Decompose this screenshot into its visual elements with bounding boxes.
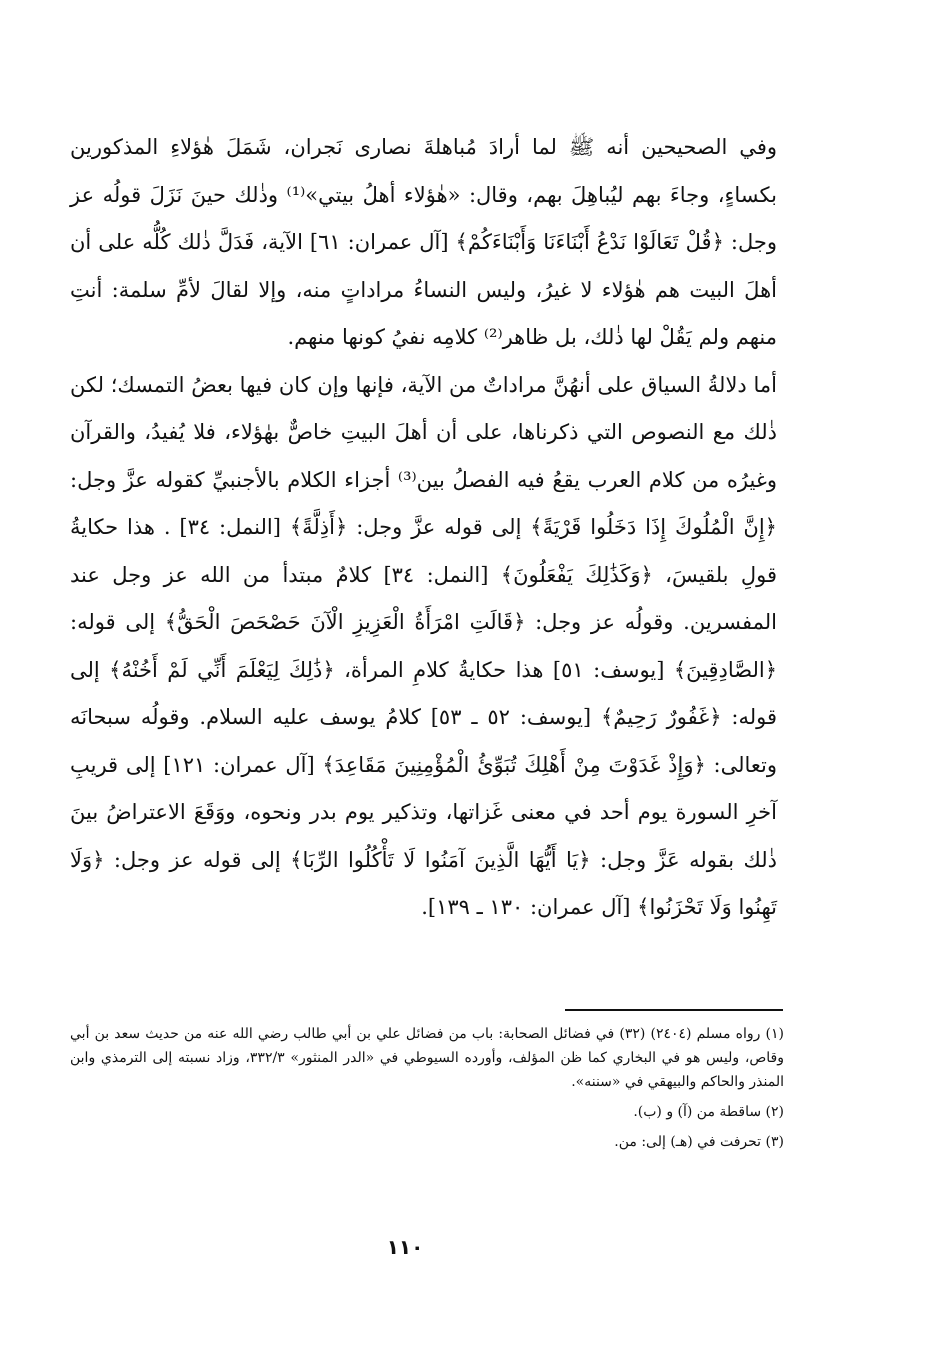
paragraph-2: أما دلالةُ السياق على أنهُنَّ مراداتٌ من الآية، فإنها وإن كان فيها بعضُ التمسك؛ لكن ذٰلك مع النصوص التي ذكرناها، على أن أهلَ البيتِ خاصٌّ بهٰؤلاء، فلا يُفيدُ، والقرآن وغيرُه من كلام العرب يقعُ فيه الفصلُ بين⁽³⁾ أجزاء الكلام بالأجنبيِّ كقوله عزَّ وجل: ﴿إِنَّ الْمُلُوكَ إِذَا دَخَلُوا قَرْيَةً﴾ إلى قوله عزَّ وجل: ﴿أَذِلَّةً﴾ [النمل: ٣٤] . هذا حكايةُ قولِ بلقيسَ، ﴿وَكَذَٰلِكَ يَفْعَلُونَ﴾ [النمل: ٣٤] كلامٌ مبتدأ من الله عز وجل عند المفسرين. وقولُه عز وجل: ﴿قَالَتِ امْرَأَةُ الْعَزِيزِ الْآنَ حَصْحَصَ الْحَقُّ﴾ إلى قوله: ﴿الصَّادِقِينَ﴾ [يوسف: ٥١] هذا حكايةُ كلامِ المرأة، ﴿ذَٰلِكَ لِيَعْلَمَ أَنِّي لَمْ أَخُنْهُ﴾ إلى قوله: ﴿غَفُورٌ رَحِيمٌ﴾ [يوسف: ٥٢ ـ ٥٣] كلامُ يوسف عليه السلام. وقولُه سبحانَه وتعالى: ﴿وَإِذْ غَدَوْتَ مِنْ أَهْلِكَ تُبَوِّئُ الْمُؤْمِنِينَ مَقَاعِدَ﴾ [آل عمران: ١٢١] إلى قريبِ آخرِ السورة يوم أحد في معنى غَزاتها، وتذكير يوم بدر ونحوه، ووَقَعَ الاعتراضُ بينَ ذٰلك بقوله عَزَّ وجل: ﴿يَا أَيُّهَا الَّذِينَ آمَنُوا لَا تَأْكُلُوا الرِّبَا﴾ إلى قوله عز وجل: ﴿وَلَا تَهِنُوا وَلَا تَحْزَنُوا﴾ [آل عمران: ١٣٠ ـ ١٣٩]. <box>70 372 778 919</box>
page-number: ١١٠ <box>386 1235 424 1259</box>
footnotes <box>70 1022 784 1154</box>
footnote-divider <box>565 1009 783 1011</box>
footnote-3: (٣) تحرفت في (هـ) إلى: من. <box>614 1134 784 1150</box>
paragraph-1: وفي الصحيحين أنه ﷺ لما أرادَ مُباهلةَ نصارى نَجران، شَمَلَ هٰؤلاءِ المذكورين بكساءٍ، وجاءَ بهم ليُباهِلَ بهم، وقال: «هٰؤلاء أهلُ بيتي»⁽¹⁾ وذٰلك حينَ نَزَلَ قولُه عز وجل: ﴿قُلْ تَعَالَوْا نَدْعُ أَبْنَاءَنَا وَأَبْنَاءَكُمْ﴾ [آل عمران: ٦١] الآية، فَدَلَّ ذٰلك كُلُّه على أن أهلَ البيت هم هٰؤلاء لا غيرُ، وليس النساءُ مراداتٍ منه، وإلا لقالَ لأمِّ سلمة: أنتِ منهم ولم يَقُلْ لها ذٰلك، بل ظاهر⁽²⁾ كلامِه نفيُ كونها منهم. <box>70 135 777 349</box>
footnote-1: (١) رواه مسلم (٢٤٠٤) (٣٢) في فضائل الصحابة: باب من فضائل علي بن أبي طالب رضي الله عنه من حديث سعد بن أبي وقاص، وليس هو في البخاري كما ظن المؤلف، وأورده السيوطي في «الدر المنثور» ٣٣٢/٣، وزاد نسبته إلى الترمذي وابن المنذر والحاكم والبيهقي في «سننه». <box>70 1026 784 1090</box>
main-text-body <box>70 124 777 932</box>
footnote-2: (٢) ساقطة من (آ) و (ب). <box>633 1104 784 1120</box>
